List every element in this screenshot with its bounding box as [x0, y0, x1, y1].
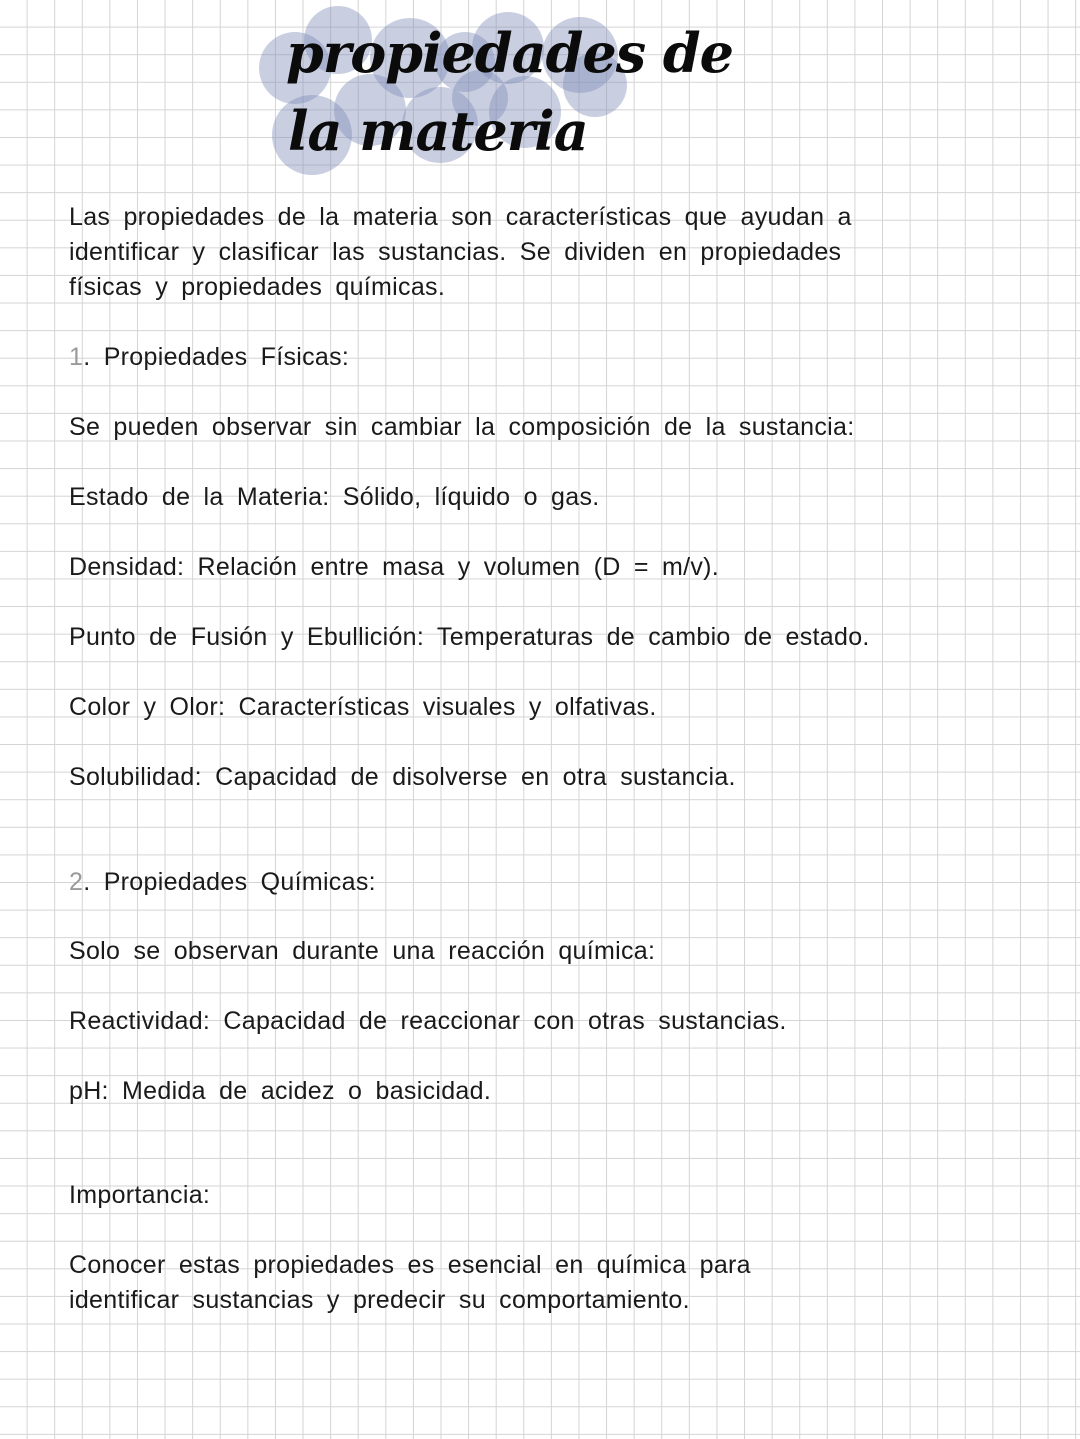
section-2-number: 2: [69, 868, 84, 896]
property-item-ph: pH: Medida de acidez o basicidad.: [69, 1077, 492, 1105]
section-1-lead: Se pueden observar sin cambiar la composición de la sustancia:: [69, 413, 855, 441]
property-item-melting-boiling: Punto de Fusión y Ebullición: Temperaturas de cambio de estado.: [69, 623, 870, 651]
page-title: [286, 14, 733, 170]
property-item-density: Densidad: Relación entre masa y volumen (D = m/v).: [69, 553, 720, 581]
property-item-reactivity: Reactividad: Capacidad de reaccionar con otras sustancias.: [69, 1007, 787, 1035]
intro-line: identificar y clasificar las sustancias. Se dividen en propiedades: [69, 238, 842, 266]
importance-paragraph: [69, 1248, 909, 1318]
title-area: [250, 0, 734, 185]
property-item-state: Estado de la Materia: Sólido, líquido o gas.: [69, 483, 600, 511]
importance-line: identificar sustancias y predecir su comportamiento.: [69, 1286, 690, 1314]
section-2-lead: Solo se observan durante una reacción química:: [69, 937, 656, 965]
title-line-1: propiedades de: [286, 21, 734, 85]
importance-heading: Importancia:: [69, 1181, 211, 1209]
title-line-2: la materia: [288, 99, 588, 163]
intro-line: Las propiedades de la materia son características que ayudan a: [69, 203, 852, 231]
section-2-heading: [69, 865, 909, 900]
section-1-heading: [69, 340, 909, 375]
intro-line: físicas y propiedades químicas.: [69, 273, 446, 301]
section-1-title: . Propiedades Físicas:: [83, 343, 350, 371]
intro-paragraph: [69, 200, 909, 305]
property-item-solubility: Solubilidad: Capacidad de disolverse en otra sustancia.: [69, 763, 736, 791]
property-item-color-odor: Color y Olor: Características visuales y olfativas.: [69, 693, 657, 721]
section-2-title: . Propiedades Químicas:: [83, 868, 376, 896]
importance-line: Conocer estas propiedades es esencial en química para: [69, 1251, 751, 1279]
section-1-number: 1: [69, 343, 84, 371]
